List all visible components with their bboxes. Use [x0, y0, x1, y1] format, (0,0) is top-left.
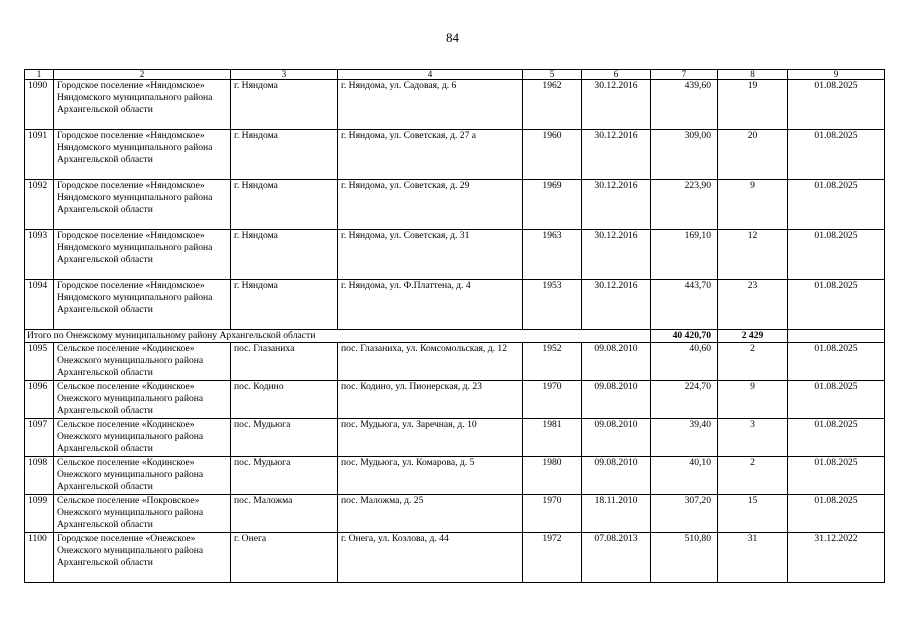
- municipality-cell: Сельское поселение «Кодинское» Онежского муниципального района Архангельской области: [54, 419, 231, 457]
- total-area: 40 420,70: [651, 330, 718, 343]
- area-cell: 443,70: [651, 280, 718, 330]
- residents-cell: 9: [718, 180, 788, 230]
- row-number: 1099: [25, 495, 54, 533]
- recognition-date-cell: 30.12.2016: [582, 80, 651, 130]
- total-label: Итого по Онежскому муниципальному району Архангельской области: [25, 330, 651, 343]
- address-cell: пос. Мудьюга, ул. Заречная, д. 10: [338, 419, 523, 457]
- settlement-cell: г. Няндома: [231, 230, 338, 280]
- settlement-cell: г. Няндома: [231, 80, 338, 130]
- municipality-cell: Сельское поселение «Кодинское» Онежского муниципального района Архангельской области: [54, 457, 231, 495]
- row-number: 1091: [25, 130, 54, 180]
- municipality-cell: Городское поселение «Няндомское» Няндомского муниципального района Архангельской области: [54, 230, 231, 280]
- year-cell: 1980: [523, 457, 582, 495]
- address-cell: г. Няндома, ул. Советская, д. 29: [338, 180, 523, 230]
- table-row: [25, 381, 885, 419]
- settlement-cell: г. Няндома: [231, 280, 338, 330]
- residents-cell: 2: [718, 457, 788, 495]
- area-cell: 224,70: [651, 381, 718, 419]
- column-number: 6: [582, 70, 651, 80]
- settlement-cell: пос. Маложма: [231, 495, 338, 533]
- column-number: 7: [651, 70, 718, 80]
- column-number-row: [25, 70, 885, 80]
- year-cell: 1953: [523, 280, 582, 330]
- column-number: 9: [788, 70, 885, 80]
- table-row: [25, 80, 885, 130]
- total-row: [25, 330, 885, 343]
- municipality-cell: Сельское поселение «Покровское» Онежского муниципального района Архангельской области: [54, 495, 231, 533]
- address-cell: г. Няндома, ул. Советская, д. 27 а: [338, 130, 523, 180]
- address-cell: г. Няндома, ул. Ф.Платтена, д. 4: [338, 280, 523, 330]
- municipality-cell: Городское поселение «Няндомское» Няндомского муниципального района Архангельской области: [54, 80, 231, 130]
- municipality-cell: Сельское поселение «Кодинское» Онежского муниципального района Архангельской области: [54, 381, 231, 419]
- address-cell: пос. Маложма, д. 25: [338, 495, 523, 533]
- area-cell: 40,60: [651, 343, 718, 381]
- address-cell: пос. Мудьюга, ул. Комарова, д. 5: [338, 457, 523, 495]
- residents-cell: 15: [718, 495, 788, 533]
- row-number: 1098: [25, 457, 54, 495]
- page-number: 84: [446, 30, 459, 45]
- column-number: 2: [54, 70, 231, 80]
- row-number: 1094: [25, 280, 54, 330]
- recognition-date-cell: 09.08.2010: [582, 457, 651, 495]
- table-row: [25, 343, 885, 381]
- table-row: [25, 180, 885, 230]
- deadline-cell: 01.08.2025: [788, 419, 885, 457]
- settlement-cell: пос. Мудьюга: [231, 419, 338, 457]
- table-row: [25, 457, 885, 495]
- residents-cell: 23: [718, 280, 788, 330]
- settlement-cell: г. Няндома: [231, 130, 338, 180]
- column-number: 1: [25, 70, 54, 80]
- year-cell: 1952: [523, 343, 582, 381]
- total-residents: 2 429: [718, 330, 788, 343]
- deadline-cell: 01.08.2025: [788, 180, 885, 230]
- recognition-date-cell: 30.12.2016: [582, 280, 651, 330]
- residents-cell: 3: [718, 419, 788, 457]
- area-cell: 39,40: [651, 419, 718, 457]
- municipality-cell: Сельское поселение «Кодинское» Онежского муниципального района Архангельской области: [54, 343, 231, 381]
- year-cell: 1960: [523, 130, 582, 180]
- address-cell: г. Онега, ул. Козлова, д. 44: [338, 533, 523, 583]
- recognition-date-cell: 09.08.2010: [582, 381, 651, 419]
- column-number: 5: [523, 70, 582, 80]
- area-cell: 40,10: [651, 457, 718, 495]
- address-cell: г. Няндома, ул. Советская, д. 31: [338, 230, 523, 280]
- recognition-date-cell: 09.08.2010: [582, 343, 651, 381]
- settlement-cell: г. Няндома: [231, 180, 338, 230]
- deadline-cell: 01.08.2025: [788, 457, 885, 495]
- deadline-cell: 01.08.2025: [788, 130, 885, 180]
- recognition-date-cell: 30.12.2016: [582, 180, 651, 230]
- row-number: 1092: [25, 180, 54, 230]
- column-number: 4: [338, 70, 523, 80]
- residents-cell: 12: [718, 230, 788, 280]
- table-row: [25, 419, 885, 457]
- column-number: 8: [718, 70, 788, 80]
- year-cell: 1972: [523, 533, 582, 583]
- deadline-cell: 01.08.2025: [788, 381, 885, 419]
- row-number: 1096: [25, 381, 54, 419]
- recognition-date-cell: 09.08.2010: [582, 419, 651, 457]
- area-cell: 510,80: [651, 533, 718, 583]
- recognition-date-cell: 30.12.2016: [582, 130, 651, 180]
- area-cell: 309,00: [651, 130, 718, 180]
- area-cell: 439,60: [651, 80, 718, 130]
- area-cell: 307,20: [651, 495, 718, 533]
- table-row: [25, 130, 885, 180]
- row-number: 1097: [25, 419, 54, 457]
- deadline-cell: 31.12.2022: [788, 533, 885, 583]
- area-cell: 169,10: [651, 230, 718, 280]
- year-cell: 1963: [523, 230, 582, 280]
- settlement-cell: пос. Кодино: [231, 381, 338, 419]
- table-row: [25, 280, 885, 330]
- row-number: 1100: [25, 533, 54, 583]
- residents-cell: 19: [718, 80, 788, 130]
- recognition-date-cell: 30.12.2016: [582, 230, 651, 280]
- table-row: [25, 533, 885, 583]
- municipality-cell: Городское поселение «Няндомское» Няндомского муниципального района Архангельской области: [54, 130, 231, 180]
- residents-cell: 2: [718, 343, 788, 381]
- address-cell: пос. Кодино, ул. Пионерская, д. 23: [338, 381, 523, 419]
- table-row: [25, 230, 885, 280]
- row-number: 1093: [25, 230, 54, 280]
- year-cell: 1981: [523, 419, 582, 457]
- deadline-cell: 01.08.2025: [788, 230, 885, 280]
- address-cell: пос. Глазаниха, ул. Комсомольская, д. 12: [338, 343, 523, 381]
- deadline-cell: 01.08.2025: [788, 280, 885, 330]
- year-cell: 1970: [523, 495, 582, 533]
- recognition-date-cell: 18.11.2010: [582, 495, 651, 533]
- recognition-date-cell: 07.08.2013: [582, 533, 651, 583]
- row-number: 1095: [25, 343, 54, 381]
- residents-cell: 20: [718, 130, 788, 180]
- residents-cell: 31: [718, 533, 788, 583]
- year-cell: 1969: [523, 180, 582, 230]
- year-cell: 1962: [523, 80, 582, 130]
- area-cell: 223,90: [651, 180, 718, 230]
- address-cell: г. Няндома, ул. Садовая, д. 6: [338, 80, 523, 130]
- settlement-cell: пос. Мудьюга: [231, 457, 338, 495]
- municipality-cell: Городское поселение «Няндомское» Няндомского муниципального района Архангельской области: [54, 280, 231, 330]
- column-number: 3: [231, 70, 338, 80]
- row-number: 1090: [25, 80, 54, 130]
- municipality-cell: Городское поселение «Онежское» Онежского муниципального района Архангельской области: [54, 533, 231, 583]
- housing-table: [24, 69, 885, 583]
- municipality-cell: Городское поселение «Няндомское» Няндомского муниципального района Архангельской области: [54, 180, 231, 230]
- year-cell: 1970: [523, 381, 582, 419]
- deadline-cell: 01.08.2025: [788, 495, 885, 533]
- deadline-cell: 01.08.2025: [788, 80, 885, 130]
- table-row: [25, 495, 885, 533]
- total-empty-cell: [788, 330, 885, 343]
- settlement-cell: г. Онега: [231, 533, 338, 583]
- deadline-cell: 01.08.2025: [788, 343, 885, 381]
- residents-cell: 9: [718, 381, 788, 419]
- settlement-cell: пос. Глазаниха: [231, 343, 338, 381]
